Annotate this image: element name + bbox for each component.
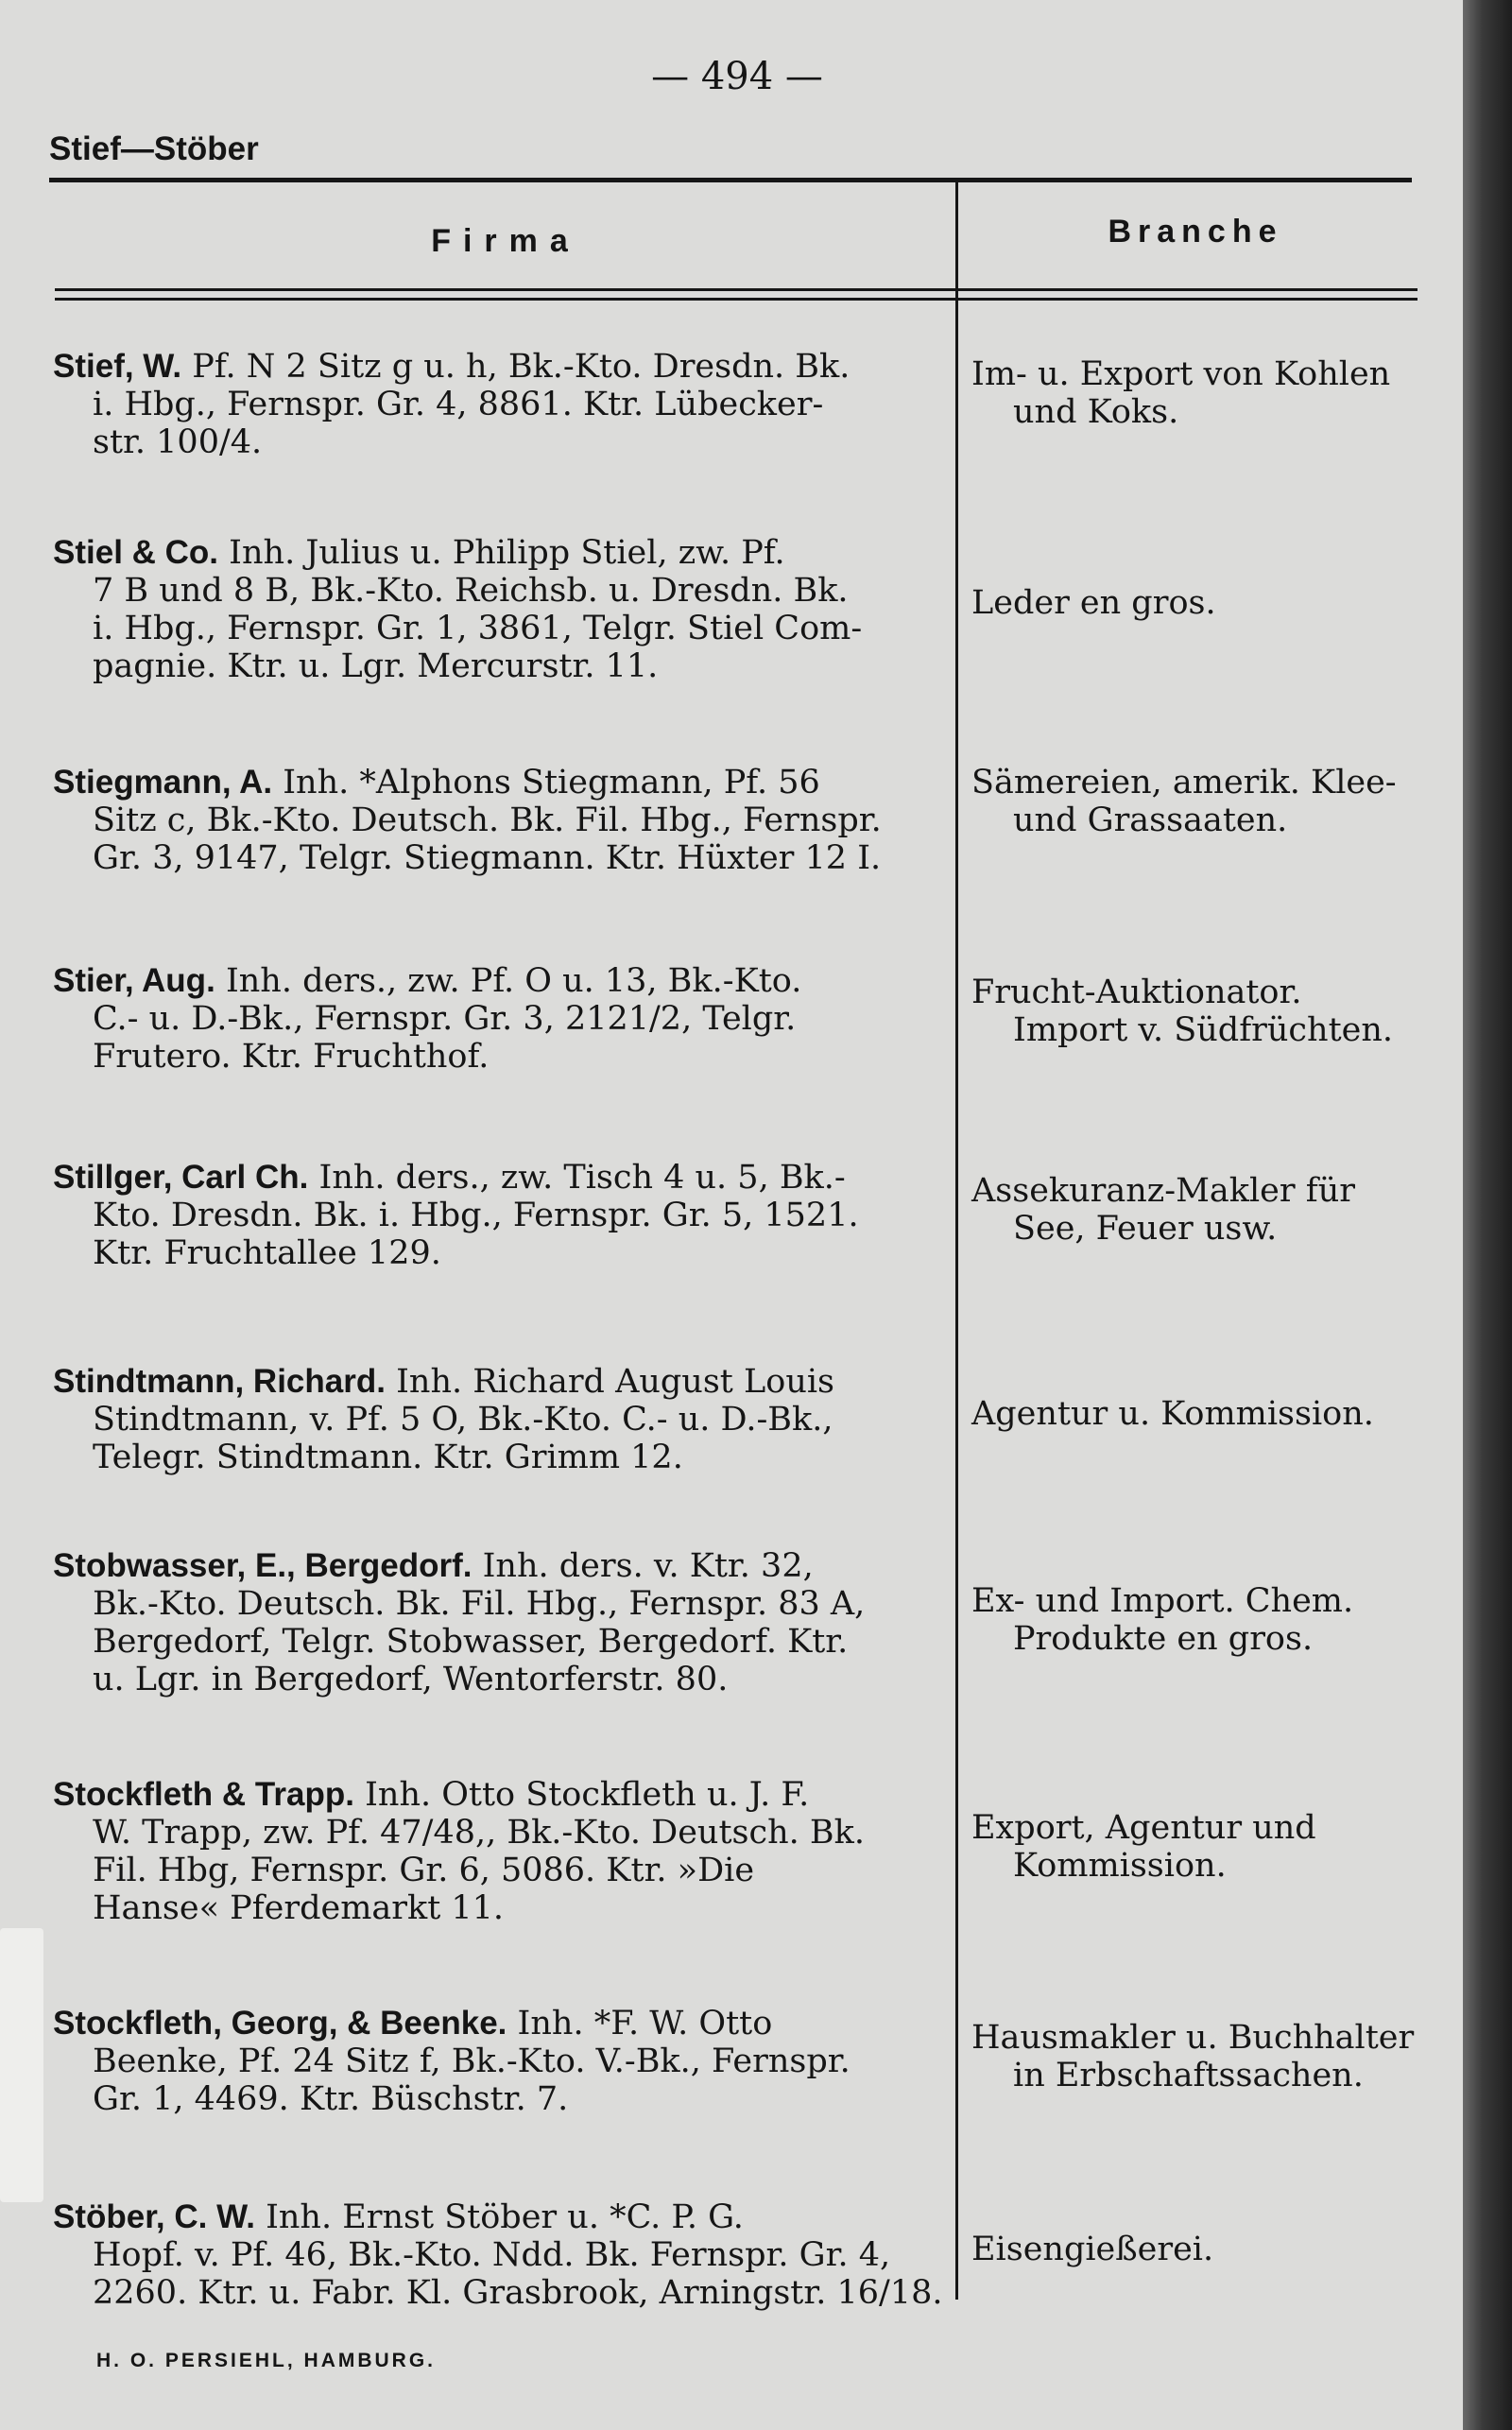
branche-line: Agentur u. Kommission.	[971, 1395, 1374, 1433]
entry-line: Inh. ders. v. Ktr. 32,	[482, 1547, 814, 1585]
column-header-branche: Branche	[1108, 214, 1283, 250]
entry-firma	[53, 534, 964, 685]
entry-line: Inh. ders., zw. Tisch 4 u. 5, Bk.-	[318, 1159, 846, 1197]
entry-first-line	[53, 1159, 964, 1197]
branche-line: Import v. Südfrüchten.	[1013, 1011, 1394, 1049]
branche-line: Produkte en gros.	[1013, 1620, 1314, 1658]
entry-line: Inh. Richard August Louis	[396, 1363, 835, 1401]
entry-name: Stindtmann, Richard.	[53, 1363, 386, 1400]
entry-branche	[971, 584, 1463, 622]
entry-branche	[971, 764, 1463, 839]
branche-line: Assekuranz-Makler für	[971, 1172, 1355, 1210]
entry-line: Gr. 1, 4469. Ktr. Büschstr. 7.	[93, 2080, 569, 2118]
entry-first-line	[53, 348, 964, 386]
entry-branche	[971, 2231, 1463, 2268]
entry-line: Kto. Dresdn. Bk. i. Hbg., Fernspr. Gr. 5, 1521.	[93, 1197, 859, 1234]
entry-name: Stiegmann, A.	[53, 764, 273, 801]
entry-name: Stier, Aug.	[53, 962, 215, 999]
entry-line: Frutero. Ktr. Fruchthof.	[93, 1038, 490, 1076]
entry-line: i. Hbg., Fernspr. Gr. 1, 3861, Telgr. Stiel Com-	[93, 610, 863, 647]
entry-firma	[53, 348, 964, 461]
branche-line: Leder en gros.	[971, 584, 1216, 622]
entry-name: Stiel & Co.	[53, 534, 219, 571]
entry-firma	[53, 962, 964, 1076]
entry-line: Inh. Julius u. Philipp Stiel, zw. Pf.	[229, 534, 785, 572]
header-rule-top	[49, 178, 1412, 182]
entry-name: Stief, W.	[53, 348, 182, 385]
entry-line: Pf. N 2 Sitz g u. h, Bk.-Kto. Dresdn. Bk.	[192, 348, 850, 386]
entry-line: Inh. *F. W. Otto	[517, 2005, 773, 2042]
entry-line: Gr. 3, 9147, Telgr. Stiegmann. Ktr. Hüxter 12 I.	[93, 839, 882, 877]
entry-line: Bk.-Kto. Deutsch. Bk. Fil. Hbg., Fernspr. 83 A,	[93, 1585, 866, 1623]
entry-first-line	[53, 962, 964, 1000]
entry-line: i. Hbg., Fernspr. Gr. 4, 8861. Ktr. Lübecker-	[93, 386, 824, 423]
entry-branche	[971, 1582, 1463, 1658]
entry-line: C.- u. D.-Bk., Fernspr. Gr. 3, 2121/2, Telgr.	[93, 1000, 797, 1038]
column-header-firma: Firma	[431, 223, 580, 259]
book-gutter-edge	[1463, 0, 1512, 2430]
branche-line: Ex- und Import. Chem.	[971, 1582, 1354, 1620]
branche-line: und Grassaaten.	[1013, 801, 1288, 839]
entry-name: Stockfleth, Georg, & Beenke.	[53, 2005, 507, 2042]
entry-line: Inh. Ernst Stöber u. *C. P. G.	[266, 2198, 744, 2236]
entry-line: str. 100/4.	[93, 423, 263, 461]
entry-line: pagnie. Ktr. u. Lgr. Mercurstr. 11.	[93, 647, 659, 685]
entry-first-line	[53, 1776, 964, 1814]
entry-line: Bergedorf, Telgr. Stobwasser, Bergedorf. Ktr.	[93, 1623, 849, 1661]
branche-line: Hausmakler u. Buchhalter	[971, 2019, 1415, 2057]
branche-line: Im- u. Export von Kohlen	[971, 355, 1391, 393]
entry-name: Stockfleth & Trapp.	[53, 1776, 354, 1813]
branche-line: Frucht-Auktionator.	[971, 974, 1302, 1011]
entry-first-line	[53, 2005, 964, 2042]
entry-line: Sitz c, Bk.-Kto. Deutsch. Bk. Fil. Hbg., Fernspr.	[93, 801, 882, 839]
entry-line: 7 B und 8 B, Bk.-Kto. Reichsb. u. Dresdn. Bk.	[93, 572, 849, 610]
entry-line: W. Trapp, zw. Pf. 47/48,, Bk.-Kto. Deutsch. Bk.	[93, 1814, 865, 1852]
entry-line: 2260. Ktr. u. Fabr. Kl. Grasbrook, Arningstr. 16/18.	[93, 2274, 943, 2312]
entry-line: Inh. Otto Stockfleth u. J. F.	[365, 1776, 810, 1814]
entry-line: u. Lgr. in Bergedorf, Wentorferstr. 80.	[93, 1661, 729, 1698]
entry-line: Beenke, Pf. 24 Sitz f, Bk.-Kto. V.-Bk., Fernspr.	[93, 2042, 850, 2080]
entry-first-line	[53, 534, 964, 572]
page-number: — 494 —	[651, 55, 823, 98]
entry-line: Inh. *Alphons Stiegmann, Pf. 56	[283, 764, 820, 801]
entry-branche	[971, 1172, 1463, 1248]
entry-firma	[53, 2005, 964, 2118]
entry-name: Stöber, C. W.	[53, 2198, 255, 2235]
entry-name: Stobwasser, E., Bergedorf.	[53, 1547, 472, 1584]
entry-branche	[971, 974, 1463, 1049]
branche-line: Sämereien, amerik. Klee-	[971, 764, 1397, 801]
entry-first-line	[53, 764, 964, 801]
entry-line: Hanse« Pferdemarkt 11.	[93, 1889, 505, 1927]
entry-first-line	[53, 1363, 964, 1401]
entry-line: Fil. Hbg, Fernspr. Gr. 6, 5086. Ktr. »Die	[93, 1852, 755, 1889]
entry-firma	[53, 1547, 964, 1698]
entry-line: Stindtmann, v. Pf. 5 O, Bk.-Kto. C.- u. D.-Bk.,	[93, 1401, 833, 1439]
entry-line: Hopf. v. Pf. 46, Bk.-Kto. Ndd. Bk. Fernspr. Gr. 4,	[93, 2236, 891, 2274]
entry-firma	[53, 1363, 964, 1476]
entry-line: Telegr. Stindtmann. Ktr. Grimm 12.	[93, 1439, 683, 1476]
header-rule-double-a	[55, 288, 1418, 291]
entry-line: Ktr. Fruchtallee 129.	[93, 1234, 441, 1272]
header-rule-double-b	[55, 298, 1418, 301]
branche-line: See, Feuer usw.	[1013, 1210, 1278, 1248]
entry-branche	[971, 2019, 1463, 2094]
entry-branche	[971, 355, 1463, 431]
entry-name: Stillger, Carl Ch.	[53, 1159, 309, 1196]
printer-imprint: H. O. PERSIEHL, HAMBURG.	[96, 2350, 437, 2371]
page-tab-marker	[0, 1928, 43, 2202]
entry-firma	[53, 764, 964, 877]
entry-firma	[53, 1159, 964, 1272]
entry-firma	[53, 2198, 964, 2312]
entry-branche	[971, 1395, 1463, 1433]
entry-line: Inh. ders., zw. Pf. O u. 13, Bk.-Kto.	[225, 962, 802, 1000]
branche-line: Export, Agentur und	[971, 1809, 1316, 1847]
branche-line: Eisengießerei.	[971, 2231, 1214, 2268]
branche-line: und Koks.	[1013, 393, 1179, 431]
running-head: Stief—Stöber	[49, 130, 259, 167]
entry-firma	[53, 1776, 964, 1927]
branche-line: in Erbschaftssachen.	[1013, 2057, 1364, 2094]
entry-first-line	[53, 2198, 964, 2236]
entry-first-line	[53, 1547, 964, 1585]
branche-line: Kommission.	[1013, 1847, 1227, 1885]
entry-branche	[971, 1809, 1463, 1885]
